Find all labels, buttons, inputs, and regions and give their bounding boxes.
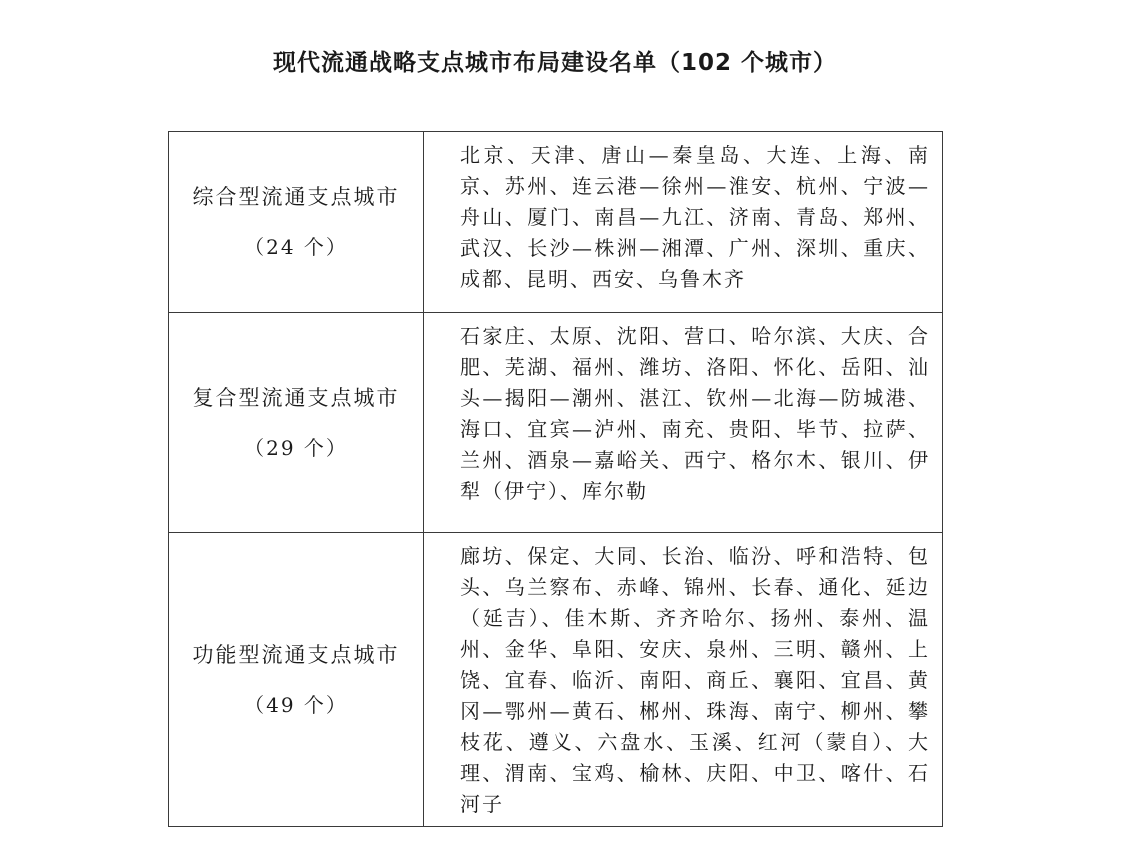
city-list: 廊坊、保定、大同、长治、临汾、呼和浩特、包头、乌兰察布、赤峰、锦州、长春、通化、延边（延吉）、佳木斯、齐齐哈尔、扬州、泰州、温州、金华、阜阳、安庆、泉州、三明、赣州、上饶、宜春、临沂、南阳、商丘、襄阳、宜昌、黄冈—鄂州—黄石、郴州、珠海、南宁、柳州、攀枝花、遵义、六盘水、玉溪、红河（蒙自）、大理、渭南、宝鸡、榆林、庆阳、中卫、喀什、石河子 xyxy=(424,533,943,827)
page-title: 现代流通战略支点城市布局建设名单（102 个城市） xyxy=(272,50,838,76)
category-count: （49 个） xyxy=(244,692,348,717)
category-cell xyxy=(169,132,424,313)
category-name: 功能型流通支点城市 xyxy=(192,642,400,667)
table-row xyxy=(169,313,943,533)
category-name: 综合型流通支点城市 xyxy=(192,185,400,209)
category-name: 复合型流通支点城市 xyxy=(192,385,400,410)
category-cell xyxy=(169,313,424,533)
category-count: （24 个） xyxy=(244,235,348,259)
city-list: 北京、天津、唐山—秦皇岛、大连、上海、南京、苏州、连云港—徐州—淮安、杭州、宁波—舟山、厦门、南昌—九江、济南、青岛、郑州、武汉、长沙—株洲—湘潭、广州、深圳、重庆、成都、昆明、西安、乌鲁木齐 xyxy=(424,132,943,313)
category-cell xyxy=(169,533,424,827)
table-row xyxy=(169,132,943,313)
table-row xyxy=(169,533,943,827)
city-list-table xyxy=(168,131,943,827)
city-list: 石家庄、太原、沈阳、营口、哈尔滨、大庆、合肥、芜湖、福州、潍坊、洛阳、怀化、岳阳、汕头—揭阳—潮州、湛江、钦州—北海—防城港、海口、宜宾—泸州、南充、贵阳、毕节、拉萨、兰州、酒泉—嘉峪关、西宁、格尔木、银川、伊犁（伊宁）、库尔勒 xyxy=(424,313,943,533)
category-count: （29 个） xyxy=(244,435,348,460)
